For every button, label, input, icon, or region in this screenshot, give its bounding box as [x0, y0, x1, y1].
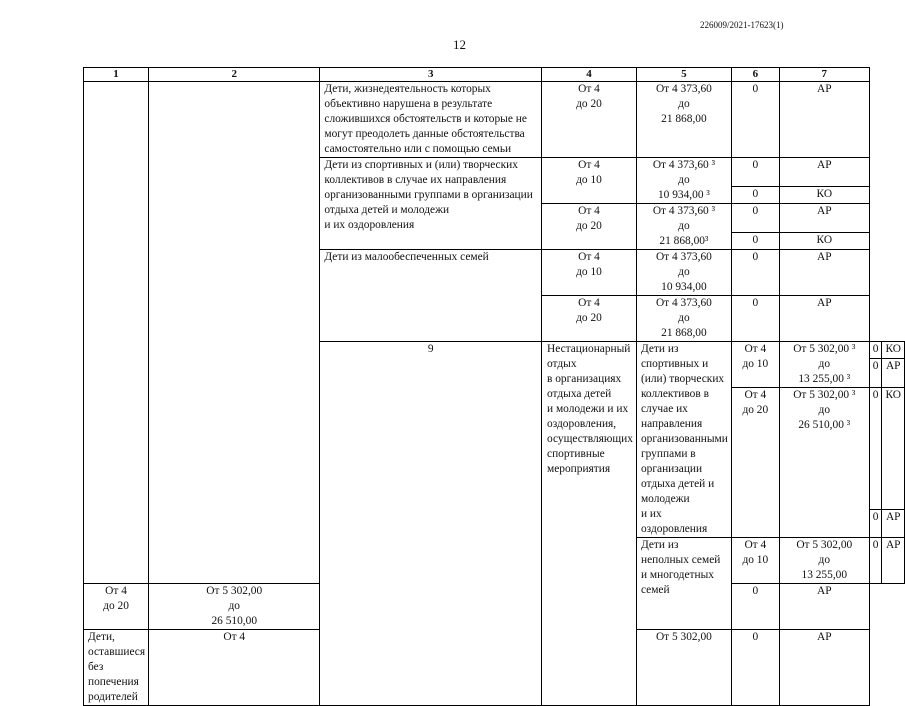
col7-cell: АР [779, 158, 869, 187]
col7-cell: АР [882, 509, 905, 537]
col6-cell: 0 [731, 186, 779, 203]
amount-cell: От 5 302,00 до 13 255,00 [779, 538, 869, 584]
row-number-cell: 9 [320, 342, 542, 706]
col7-cell: АР [779, 296, 869, 342]
col6-cell: 0 [731, 158, 779, 187]
amount-cell: От 5 302,00 [636, 630, 731, 706]
column-header-row [84, 68, 905, 82]
age-cell: От 4 до 10 [542, 250, 637, 296]
tariff-table [83, 67, 905, 706]
amount-cell: От 4 373,60 ³ до 21 868,00³ [636, 204, 731, 250]
col7-cell: КО [779, 186, 869, 203]
column-header: 4 [542, 68, 637, 82]
age-cell: От 4 до 10 [731, 538, 779, 584]
page-number: 12 [453, 37, 466, 52]
col7-cell: АР [882, 358, 905, 387]
column-header: 7 [779, 68, 869, 82]
col6-cell: 0 [731, 204, 779, 233]
col6-cell: 0 [731, 296, 779, 342]
col6-cell: 0 [731, 584, 779, 630]
col7-cell: АР [882, 538, 905, 584]
col7-cell: АР [779, 250, 869, 296]
age-cell: От 4 [149, 630, 320, 706]
age-cell: От 4 до 20 [542, 82, 637, 158]
col6-cell: 0 [869, 538, 882, 584]
col6-cell: 0 [869, 342, 882, 359]
row-number-cell [84, 82, 149, 584]
beneficiary-cell: Дети из спортивных и (или) творческих коллективов в случае их направления организованными группами в организации отдыха детей и молодежи и их оздоровления [636, 342, 731, 538]
age-cell: От 4 до 20 [542, 204, 637, 250]
beneficiary-cell: Дети из малообеспеченных семей [320, 250, 542, 342]
age-cell: От 4 до 20 [84, 584, 149, 630]
col7-cell: АР [779, 82, 869, 158]
beneficiary-cell: Дети из спортивных и (или) творческих коллективов в случае их направления организованными группами в организации отдыха детей и молодежи и их оздоровления [320, 158, 542, 250]
beneficiary-cell: Дети, жизнедеятельность которых объективно нарушена в результате сложившихся обстоятельств и которые не могут преодолеть данные обстоятельства самостоятельно или с помощью семьи [320, 82, 542, 158]
category-cell [149, 82, 320, 584]
document-code: 226009/2021-17623(1) [700, 20, 784, 30]
col6-cell: 0 [731, 82, 779, 158]
category-cell: Нестационарный отдых в организациях отдыха детей и молодежи и их оздоровления, осуществляющих спортивные мероприятия [542, 342, 637, 706]
col7-cell: АР [779, 630, 869, 706]
col6-cell: 0 [869, 509, 882, 537]
col6-cell: 0 [731, 250, 779, 296]
column-header: 6 [731, 68, 779, 82]
column-header: 3 [320, 68, 542, 82]
col7-cell: АР [779, 204, 869, 233]
col7-cell: КО [882, 388, 905, 510]
beneficiary-cell: Дети, оставшиеся без попечения родителей [84, 630, 149, 706]
col6-cell: 0 [869, 358, 882, 387]
col6-cell: 0 [869, 388, 882, 510]
col7-cell: КО [779, 232, 869, 249]
age-cell: От 4 до 20 [542, 296, 637, 342]
age-cell: От 4 до 10 [542, 158, 637, 204]
amount-cell: От 5 302,00 ³ до 13 255,00 ³ [779, 342, 869, 388]
amount-cell: От 5 302,00 до 26 510,00 [149, 584, 320, 630]
amount-cell: От 4 373,60 до 21 868,00 [636, 82, 731, 158]
age-cell: От 4 до 20 [731, 388, 779, 538]
age-cell: От 4 до 10 [731, 342, 779, 388]
col6-cell: 0 [731, 630, 779, 706]
amount-cell: От 4 373,60 ³ до 10 934,00 ³ [636, 158, 731, 204]
column-header: 1 [84, 68, 149, 82]
amount-cell: От 4 373,60 до 10 934,00 [636, 250, 731, 296]
table-row [84, 82, 905, 158]
column-header: 5 [636, 68, 731, 82]
amount-cell: От 5 302,00 ³ до 26 510,00 ³ [779, 388, 869, 538]
col6-cell: 0 [731, 232, 779, 249]
beneficiary-cell: Дети из неполных семей и многодетных семей [636, 538, 731, 630]
amount-cell: От 4 373,60 до 21 868,00 [636, 296, 731, 342]
col7-cell: КО [882, 342, 905, 359]
column-header: 2 [149, 68, 320, 82]
col7-cell: АР [779, 584, 869, 630]
